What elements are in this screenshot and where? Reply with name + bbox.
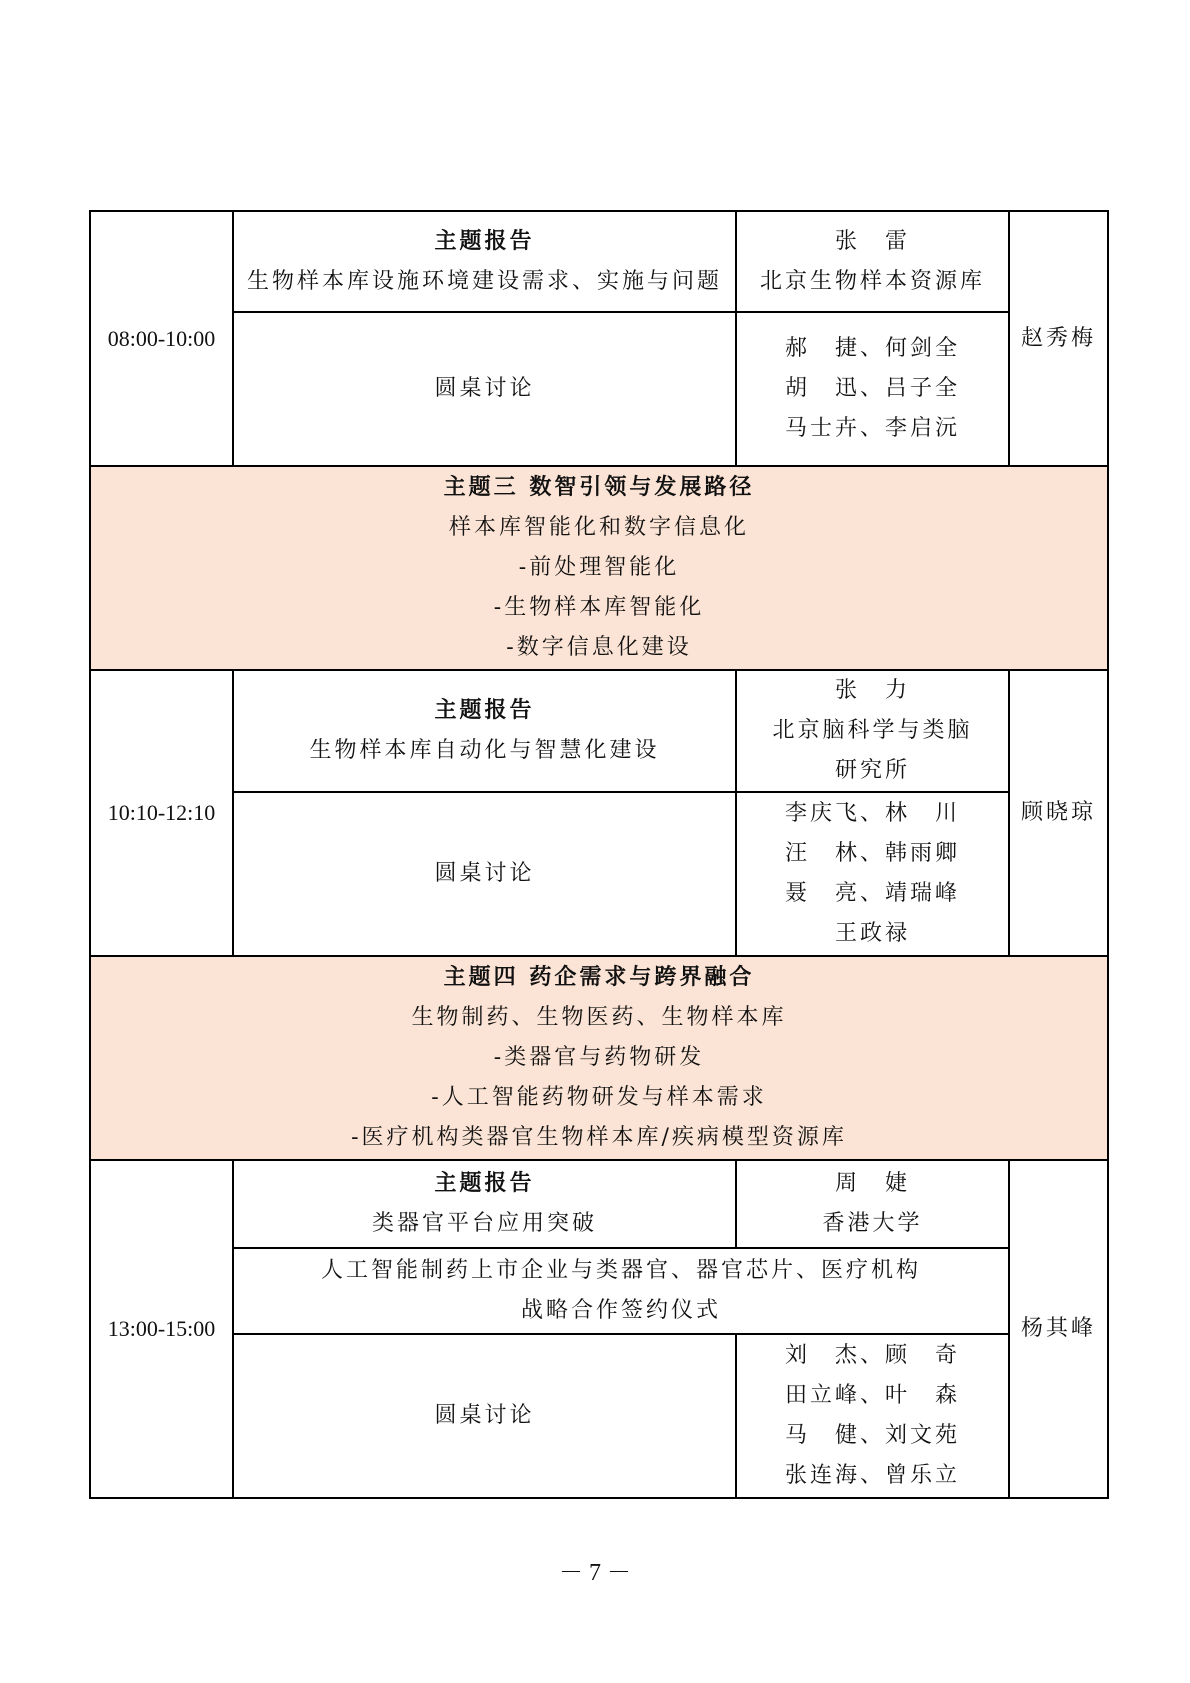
- theme-line: -生物样本库智能化: [493, 595, 705, 620]
- panel-line: 马士卉、李启沅: [784, 416, 960, 441]
- theme-title: 主题四 药企需求与跨界融合: [443, 965, 755, 990]
- theme-line: -数字信息化建设: [506, 635, 692, 660]
- speaker-cell: [736, 1160, 1009, 1248]
- panel-line: 聂 亮、靖瑞峰: [784, 881, 960, 906]
- session-3-signing-row: [90, 1248, 1108, 1334]
- keynote-heading: 主题报告: [434, 1171, 535, 1196]
- schedule-table: [89, 210, 1109, 1499]
- keynote-heading: 主题报告: [434, 228, 535, 254]
- panel-line: 田立峰、叶 森: [784, 1383, 960, 1408]
- host-cell: 赵秀梅: [1009, 211, 1108, 466]
- page-number: － 7 －: [559, 1560, 631, 1586]
- host-cell: 杨其峰: [1009, 1160, 1108, 1498]
- keynote-heading: 主题报告: [434, 698, 535, 723]
- speaker-line: 香港大学: [822, 1211, 923, 1236]
- theme-title: 主题三 数智引领与发展路径: [443, 475, 755, 500]
- session-2-roundtable-row: [90, 792, 1108, 956]
- speaker-line: 周 婕: [834, 1171, 910, 1196]
- theme-line: -类器官与药物研发: [493, 1045, 705, 1070]
- roundtable-label: 圆桌讨论: [233, 1334, 736, 1498]
- session-time: 08:00-10:00: [90, 211, 233, 466]
- panel-line: 张连海、曾乐立: [784, 1463, 960, 1488]
- speaker-line: 张 力: [834, 678, 910, 703]
- speaker-cell: [736, 211, 1009, 312]
- panel-line: 郝 捷、何剑全: [784, 336, 960, 361]
- roundtable-label: 圆桌讨论: [233, 792, 736, 956]
- theme-line: -人工智能药物研发与样本需求: [431, 1085, 767, 1110]
- theme-4-row: [90, 956, 1108, 1160]
- theme-band: [90, 466, 1108, 670]
- panel-line: 胡 迅、吕子全: [784, 376, 960, 401]
- theme-line: -前处理智能化: [518, 555, 680, 580]
- theme-line: -医疗机构类器官生物样本库/疾病模型资源库: [351, 1125, 847, 1150]
- panel-line: 马 健、刘文苑: [784, 1423, 960, 1448]
- speaker-line: 北京生物样本资源库: [759, 268, 985, 294]
- panel-line: 王政禄: [834, 921, 910, 946]
- speaker-line: 北京脑科学与类脑: [772, 718, 973, 743]
- signing-line: 人工智能制药上市企业与类器官、器官芯片、医疗机构: [320, 1258, 921, 1283]
- panel-cell: [736, 792, 1009, 956]
- host-cell: 顾晓琼: [1009, 670, 1108, 956]
- panel-line: 刘 杰、顾 奇: [784, 1343, 960, 1368]
- signing-ceremony-cell: [233, 1248, 1009, 1334]
- keynote-title: 生物样本库自动化与智慧化建设: [309, 738, 660, 763]
- session-1-roundtable-row: [90, 312, 1108, 466]
- session-1-report-row: [90, 211, 1108, 312]
- session-2-report-row: [90, 670, 1108, 792]
- speaker-line: 张 雷: [834, 228, 910, 254]
- session-3-report-row: [90, 1160, 1108, 1248]
- theme-line: 生物制药、生物医药、生物样本库: [411, 1005, 787, 1030]
- panel-line: 汪 林、韩雨卿: [784, 841, 960, 866]
- panel-line: 李庆飞、林 川: [784, 801, 960, 826]
- roundtable-label: 圆桌讨论: [233, 312, 736, 466]
- speaker-line: 研究所: [834, 758, 910, 783]
- panel-cell: [736, 1334, 1009, 1498]
- theme-line: 样本库智能化和数字信息化: [448, 515, 749, 540]
- session-time: 10:10-12:10: [90, 670, 233, 956]
- theme-3-row: [90, 466, 1108, 670]
- signing-line: 战略合作签约仪式: [520, 1298, 721, 1323]
- keynote-cell: [233, 670, 736, 792]
- keynote-cell: [233, 211, 736, 312]
- session-3-roundtable-row: [90, 1334, 1108, 1498]
- session-time: 13:00-15:00: [90, 1160, 233, 1498]
- keynote-cell: [233, 1160, 736, 1248]
- theme-band: [90, 956, 1108, 1160]
- panel-cell: [736, 312, 1009, 466]
- keynote-title: 类器官平台应用突破: [371, 1211, 597, 1236]
- speaker-cell: [736, 670, 1009, 792]
- keynote-title: 生物样本库设施环境建设需求、实施与问题: [246, 268, 722, 294]
